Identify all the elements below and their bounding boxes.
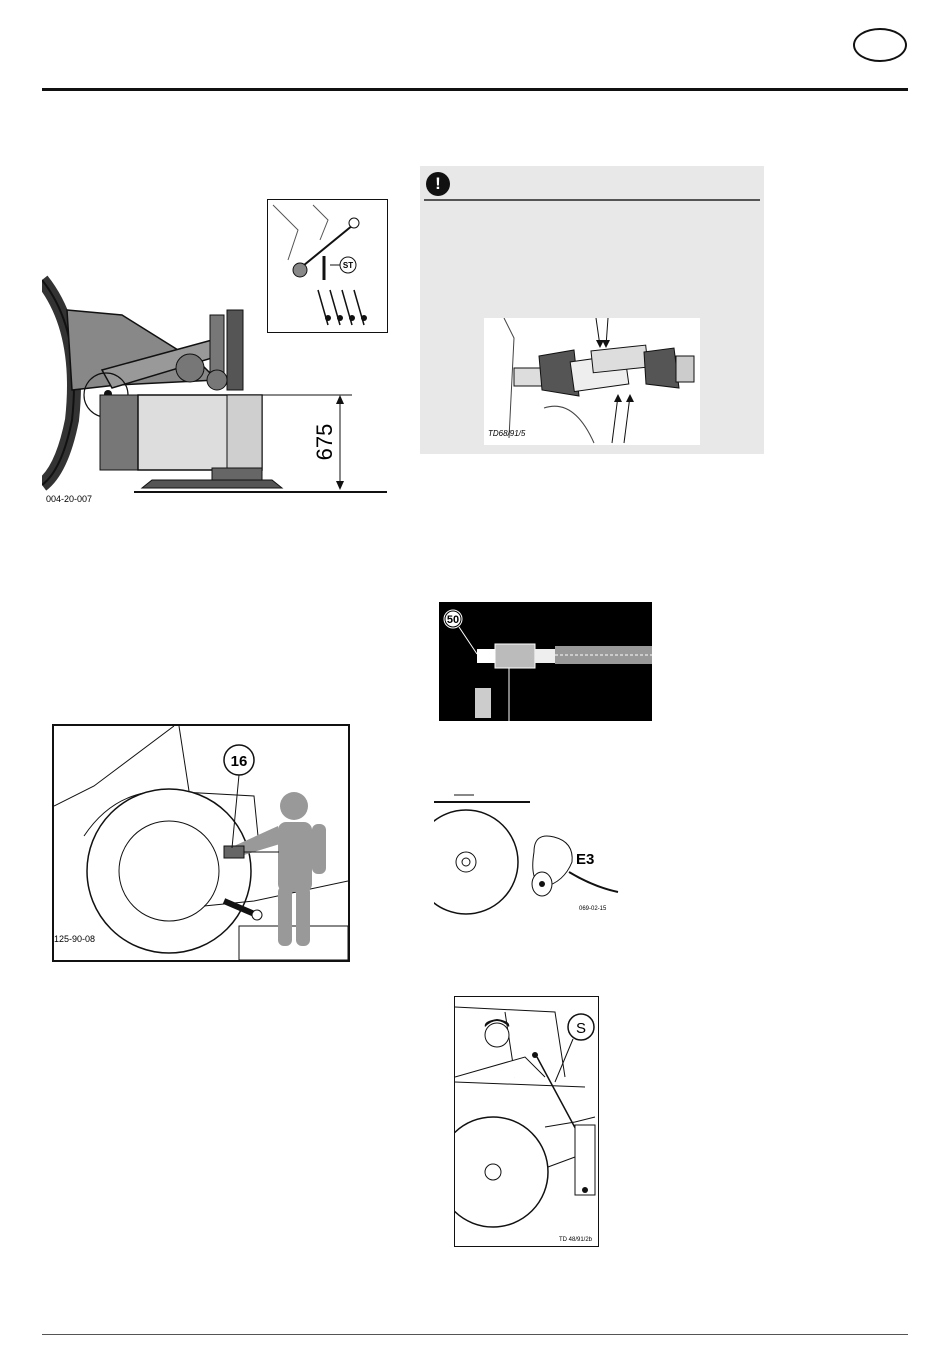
footer-rule xyxy=(42,1334,908,1335)
operator-lever-figure xyxy=(52,724,350,962)
plug-figure-code: 069-02-15 xyxy=(579,906,607,912)
callout-50: 50 xyxy=(446,614,460,626)
mower-figure-code: 004-20-007 xyxy=(46,494,93,504)
callout-16: 16 xyxy=(230,753,248,770)
language-badge xyxy=(853,28,907,62)
callout-s: S xyxy=(575,1020,587,1037)
valve-detail-figure xyxy=(439,602,652,721)
caution-rule xyxy=(424,199,760,201)
cab-figure-code: TD 48/91/2b xyxy=(559,1237,593,1243)
header-rule xyxy=(42,88,908,91)
operator-figure-code: 125-90-08 xyxy=(54,934,96,944)
dimension-675-label: 675 xyxy=(312,423,337,461)
caution-box xyxy=(420,166,764,454)
coupling-photo xyxy=(484,318,700,445)
callout-e3: E3 xyxy=(576,851,595,868)
coupling-photo-code: TD68/91/5 xyxy=(488,429,526,438)
cab-rope-figure xyxy=(454,996,599,1247)
exclamation-circle-icon: ! xyxy=(426,172,450,196)
plug-detail-figure xyxy=(434,792,620,917)
callout-st: ST xyxy=(342,261,354,270)
lever-inset-figure xyxy=(267,199,388,333)
